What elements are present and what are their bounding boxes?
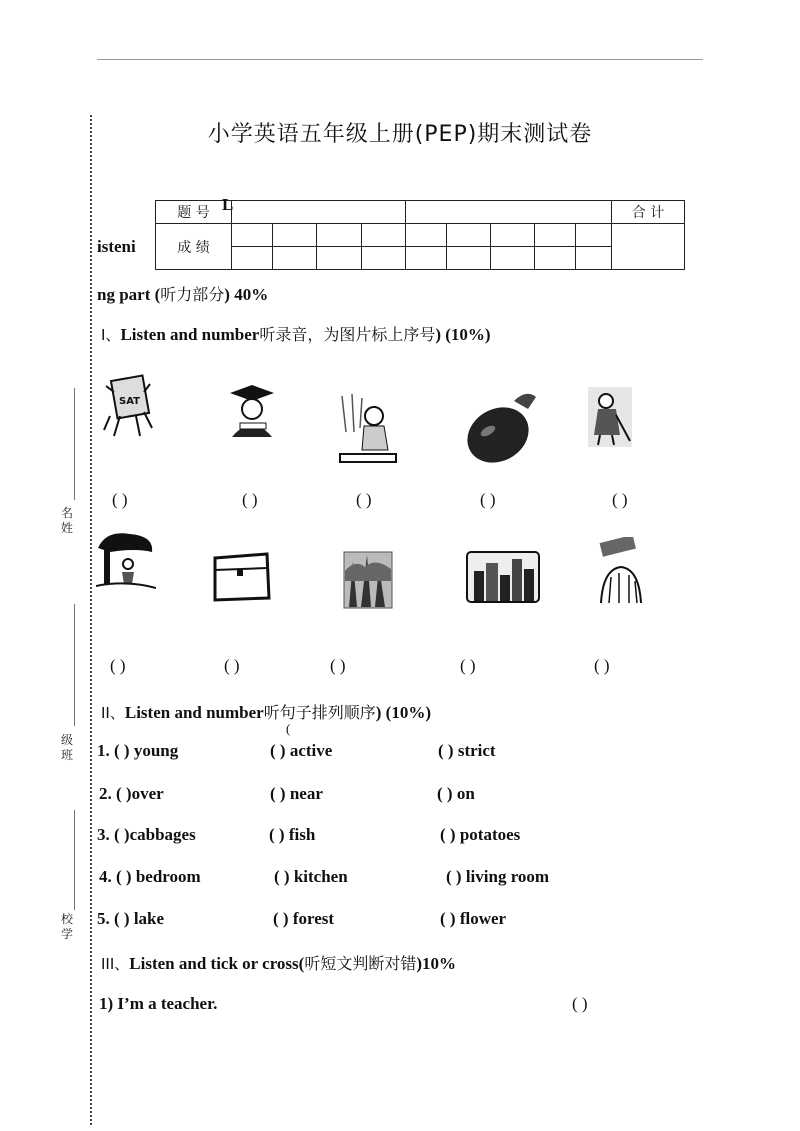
score-cell <box>273 247 317 270</box>
listening-header-a: isteni <box>97 237 136 256</box>
svg-text:SAT: SAT <box>119 396 140 407</box>
answer-blank[interactable]: ( ) <box>612 490 628 509</box>
score-cell <box>447 247 491 270</box>
girl-sweeping-picture <box>586 385 634 449</box>
statement-1: 1) I’m a teacher. <box>99 994 218 1013</box>
answer-blank[interactable]: ( ) <box>480 490 496 509</box>
score-cell <box>273 224 317 247</box>
score-cell <box>317 247 361 270</box>
answer-blank[interactable]: ( ) <box>112 490 128 509</box>
answer-blank[interactable]: ( ) <box>330 656 346 675</box>
score-cell <box>232 224 273 247</box>
sentence-row-4-a[interactable]: 4. ( ) bedroom <box>99 867 201 886</box>
answer-blank[interactable]: ( ) <box>242 490 258 509</box>
sentence-row-2-a[interactable]: 2. ( )over <box>99 784 164 803</box>
score-cell <box>361 224 405 247</box>
row-label-number: 题 号 <box>156 201 232 224</box>
sentence-row-4-b[interactable]: ( ) kitchen <box>274 867 348 886</box>
sentence-row-5-c[interactable]: ( ) flower <box>440 909 507 928</box>
school-line <box>74 810 75 910</box>
row-label-score: 成 绩 <box>156 224 232 270</box>
answer-blank[interactable]: ( ) <box>224 656 240 675</box>
score-cell <box>535 224 576 247</box>
section2-heading: II、Listen and number听句子排列顺序) (10%) <box>101 703 431 722</box>
score-cell <box>317 224 361 247</box>
section3-heading: III、Listen and tick or cross(听短文判断对错)10% <box>101 954 457 973</box>
answer-blank[interactable]: ( ) <box>356 490 372 509</box>
sentence-row-3-c[interactable]: ( ) potatoes <box>440 825 521 844</box>
binding-dotted-line <box>90 115 92 1125</box>
eggplant-picture <box>462 383 544 467</box>
top-rule <box>97 59 703 60</box>
answer-blank[interactable]: ( ) <box>460 656 476 675</box>
city-picture <box>466 551 540 603</box>
sentence-row-1-b[interactable]: ( ) active <box>270 741 333 760</box>
score-cell <box>535 247 576 270</box>
sentence-row-3-b[interactable]: ( ) fish <box>269 825 316 844</box>
sat-calendar-picture <box>100 372 160 440</box>
section1-heading: I、Listen and number听录音，为图片标上序号) (10%) <box>101 325 491 344</box>
sentence-row-3-a[interactable]: 3. ( )cabbages <box>97 825 196 844</box>
score-cell <box>232 247 273 270</box>
score-cell <box>361 247 405 270</box>
bridge-picture <box>597 537 643 605</box>
score-cell <box>406 201 612 224</box>
answer-blank[interactable]: ( ) <box>110 656 126 675</box>
sentence-row-5-a[interactable]: 5. ( ) lake <box>97 909 165 928</box>
tree-picture <box>96 530 156 592</box>
sentence-row-4-c[interactable]: ( ) living room <box>446 867 550 886</box>
score-table <box>155 200 685 270</box>
score-cell <box>232 201 406 224</box>
score-cell <box>491 247 535 270</box>
box-picture <box>211 548 273 604</box>
score-cell <box>491 224 535 247</box>
class-line <box>74 604 75 726</box>
score-cell <box>576 224 612 247</box>
listening-header: ng part (听力部分) 40% <box>97 285 269 304</box>
name-line <box>74 388 75 500</box>
answer-blank[interactable]: ( ) <box>594 656 610 675</box>
cook-picture <box>334 392 402 468</box>
sentence-row-5-b[interactable]: ( ) forest <box>273 909 335 928</box>
sentence-row-2-c[interactable]: ( ) on <box>437 784 475 803</box>
graduate-picture <box>222 383 284 439</box>
overlap-letter: L <box>222 195 234 214</box>
score-cell <box>447 224 491 247</box>
forest-picture <box>343 551 393 609</box>
sentence-row-1-a[interactable]: 1. ( ) young <box>97 741 179 760</box>
total-label: 合 计 <box>612 201 685 224</box>
score-cell <box>406 224 447 247</box>
score-cell <box>406 247 447 270</box>
sentence-row-1-c[interactable]: ( ) strict <box>438 741 496 760</box>
tick-cross-blank[interactable]: ( ) <box>572 994 588 1013</box>
school-label: 校学 <box>60 912 73 941</box>
name-label: 名姓 <box>60 506 73 535</box>
page-title: 小学英语五年级上册(PEP)期末测试卷 <box>207 122 593 147</box>
score-cell <box>576 247 612 270</box>
sentence-row-2-b[interactable]: ( ) near <box>270 784 323 803</box>
total-cell <box>612 224 685 270</box>
class-label: 级班 <box>60 733 73 762</box>
stray-paren: ( <box>286 721 291 736</box>
